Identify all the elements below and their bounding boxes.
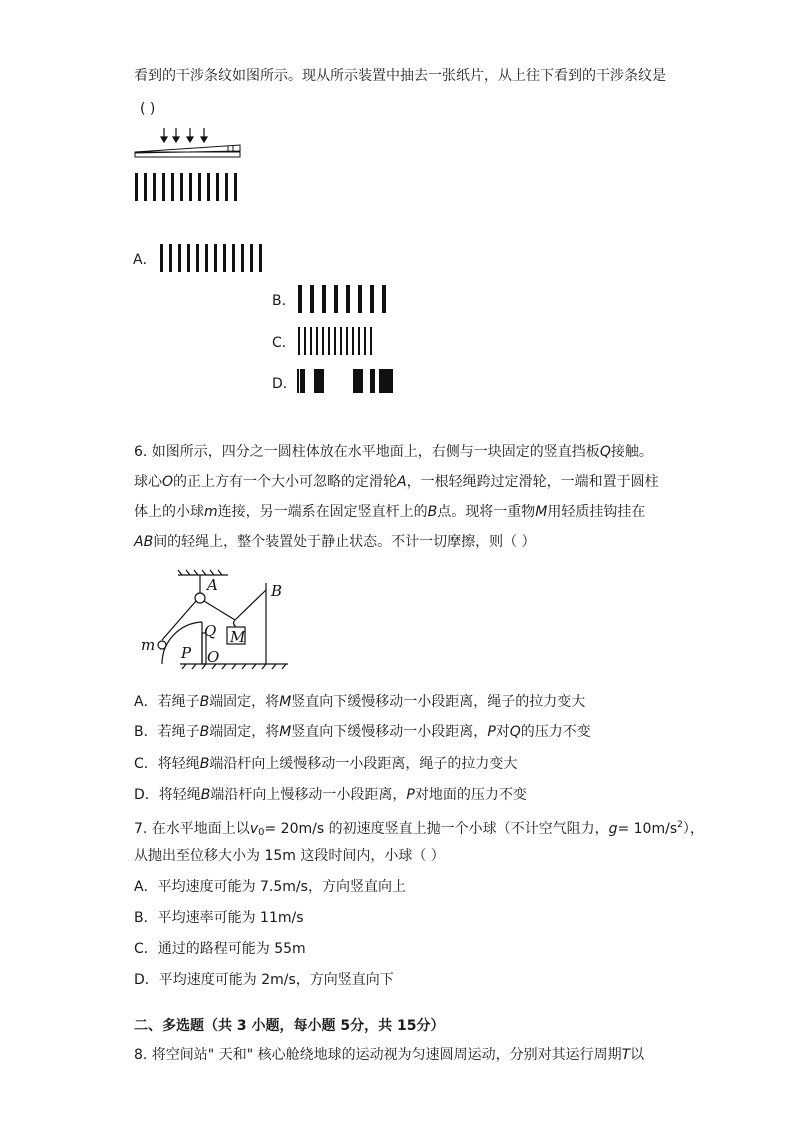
q5-option-b-fringes — [298, 285, 386, 313]
q7-stem-line1: 7. 在水平地面上以$v_0= 20m/s$ 的初速度竖直上抛一个小球（不计空气阻力，$g= 10m/s^2$）， — [134, 820, 704, 838]
q8-stem-line: 8. 将空间站" 天和" 核心舱绕地球的运动视为匀速圆周运动，分别对其运行周期T以 — [134, 1047, 645, 1063]
q5-apparatus-figure — [130, 126, 250, 166]
q5-option-d-label: D． — [272, 376, 297, 392]
q5-option-c-fringes — [298, 327, 372, 355]
fig-label-p: P — [181, 644, 192, 662]
q5-option-a-label: A． — [133, 252, 157, 268]
q7-option-b: B．平均速率可能为 11m/s — [134, 910, 304, 926]
q7-option-a: A．平均速度可能为 7.5m/s，方向竖直向上 — [134, 879, 406, 895]
q6-stem-line1: 6. 如图所示，四分之一圆柱体放在水平地面上，右侧与一块固定的竖直挡板Q接触。 — [134, 444, 653, 460]
fig-label-a: A — [207, 576, 218, 594]
q6-pulley-figure — [140, 565, 295, 675]
fig-label-m-heavy: M — [230, 628, 246, 646]
section-heading-multiple-choice: 二、多选题（共 3 小题，每小题 5分，共 15分） — [134, 1018, 445, 1034]
q6-option-b: B．若绳子B端固定，将M竖直向下缓慢移动一小段距离，P对Q的压力不变 — [134, 724, 591, 740]
fig-label-m-ball: m — [141, 636, 156, 654]
q6-stem-line4: AB间的轻绳上，整个装置处于静止状态。不计一切摩擦，则（ ） — [134, 534, 536, 550]
q6-stem-line2: 球心O的正上方有一个大小可忽略的定滑轮A，一根轻绳跨过定滑轮，一端和置于圆柱 — [134, 474, 659, 490]
q5-answer-paren: ( ) — [140, 101, 156, 117]
q5-option-b-label: B． — [272, 293, 296, 309]
q5-option-a-fringes — [160, 244, 262, 272]
q7-stem-line2: 从抛出至位移大小为 15m 这段时间内，小球（ ） — [134, 848, 445, 864]
fig-label-b: B — [271, 582, 283, 600]
q6-stem-line3: 体上的小球m连接，另一端系在固定竖直杆上的B点。现将一重物M用轻质挂钩挂在 — [134, 504, 646, 520]
q5-reference-fringes — [135, 173, 239, 201]
fig-label-o: O — [207, 648, 220, 666]
q7-option-d: D．平均速度可能为 2m/s，方向竖直向下 — [134, 972, 394, 988]
q6-option-a: A．若绳子B端固定，将M竖直向下缓慢移动一小段距离，绳子的拉力变大 — [134, 694, 586, 710]
q6-option-d: D．将轻绳B端沿杆向上慢移动一小段距离，P对地面的压力不变 — [134, 787, 527, 803]
q5-stem-line: 看到的干涉条纹如图所示。现从所示装置中抽去一张纸片，从上往下看到的干涉条纹是 — [134, 68, 666, 84]
q6-option-c: C．将轻绳B端沿杆向上缓慢移动一小段距离，绳子的拉力变大 — [134, 756, 518, 772]
fig-label-q: Q — [204, 622, 217, 640]
q5-option-d-fringes — [297, 369, 397, 393]
q5-option-c-label: C． — [272, 335, 296, 351]
q7-option-c: C．通过的路程可能为 55m — [134, 941, 306, 957]
